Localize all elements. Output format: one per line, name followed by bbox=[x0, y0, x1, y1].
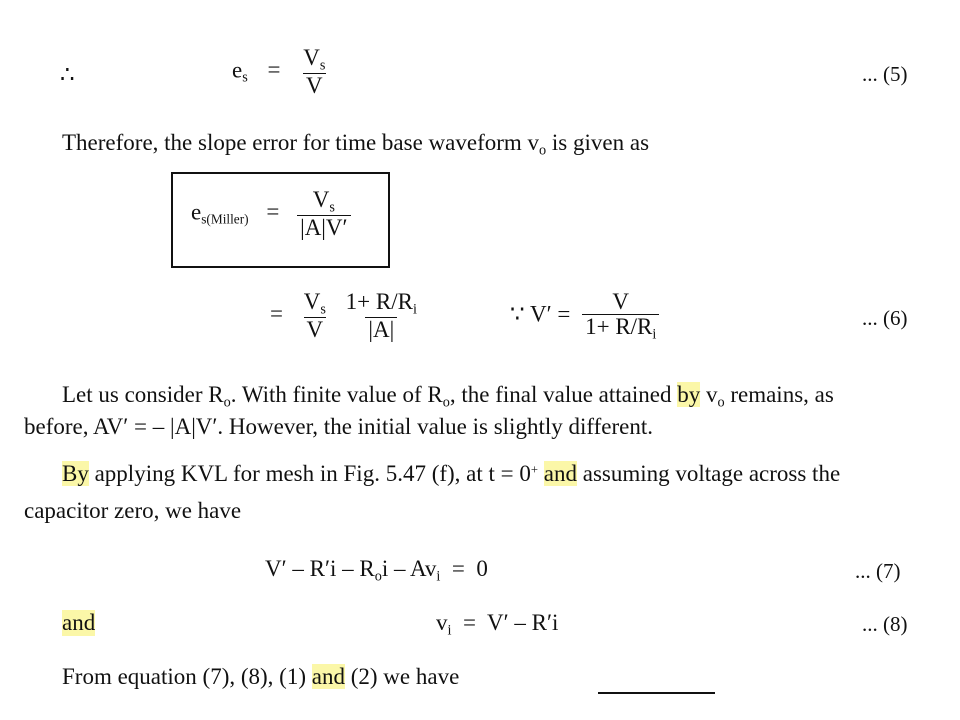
eq7-b: i – Av bbox=[381, 556, 437, 581]
para2-sup: + bbox=[530, 462, 539, 477]
eq7-b-sub: i bbox=[436, 568, 441, 585]
eq7-a: V′ – R′i – R bbox=[265, 556, 375, 581]
para1-p1-sub: o bbox=[223, 394, 231, 411]
slope-error-sentence bbox=[62, 130, 649, 159]
eq6-because-text: ∵ V′ = bbox=[510, 301, 571, 327]
equation-7 bbox=[265, 556, 488, 585]
highlight-by-2: By bbox=[62, 461, 89, 486]
para1-p4-sub: o bbox=[717, 394, 725, 411]
eq6-f2-num: 1+ R/R bbox=[345, 289, 413, 314]
fraction-bar-partial bbox=[598, 692, 715, 694]
eq6-f3-den: 1+ R/R bbox=[585, 314, 653, 340]
boxed-num-sub: s bbox=[329, 199, 335, 216]
para1-p1: Let us consider R bbox=[62, 382, 224, 407]
paragraph-kvl bbox=[62, 461, 840, 487]
para2-p3: assuming voltage across the bbox=[576, 461, 841, 486]
boxed-num: V bbox=[312, 187, 330, 212]
eq5-fraction bbox=[300, 46, 328, 98]
eq8-number: ... (8) bbox=[862, 612, 908, 636]
boxed-equals: = bbox=[266, 199, 280, 225]
line1-end: is given as bbox=[546, 130, 650, 155]
para1-p5: remains, as bbox=[724, 382, 834, 407]
line1-text: Therefore, the slope error for time base waveform v bbox=[62, 130, 540, 155]
eq6-fraction-1 bbox=[301, 290, 329, 342]
eq6-fraction-2 bbox=[343, 290, 420, 342]
highlight-and-3: and bbox=[311, 664, 345, 689]
eq5-num-sub: s bbox=[319, 57, 326, 74]
equation-5 bbox=[232, 46, 328, 98]
last-p2: (2) we have bbox=[344, 664, 460, 689]
eq5-number: ... (5) bbox=[862, 62, 908, 86]
line1-sub: o bbox=[539, 142, 547, 159]
eq7-number: ... (7) bbox=[855, 559, 901, 583]
last-p1: From equation (7), (8), (1) bbox=[62, 664, 312, 689]
eq6-f1-den: V bbox=[304, 317, 327, 342]
highlight-and-2: and bbox=[62, 610, 96, 635]
eq6-f1-num-sub: s bbox=[320, 301, 326, 318]
eq6-fraction-3 bbox=[582, 290, 659, 342]
eq7-c: = 0 bbox=[440, 556, 488, 581]
para1-p2-sub: o bbox=[442, 394, 450, 411]
eq5-num: V bbox=[303, 45, 320, 70]
para1-p2: . With finite value of R bbox=[230, 382, 443, 407]
boxed-equation-content bbox=[191, 188, 351, 240]
para1-p3: , the final value attained bbox=[449, 382, 678, 407]
eq6-f1-num: V bbox=[303, 289, 321, 314]
eq6-f3-den-sub: i bbox=[652, 326, 657, 343]
eq8-b: = V′ – R′i bbox=[451, 610, 559, 635]
equation-8 bbox=[436, 610, 558, 639]
para1-p4: v bbox=[700, 382, 718, 407]
eq6-f2-den: |A| bbox=[365, 317, 397, 342]
eq5-lhs: e bbox=[232, 57, 243, 83]
boxed-lhs: e bbox=[191, 199, 202, 225]
para2-line2: capacitor zero, we have bbox=[24, 498, 242, 523]
eq7-a-sub: o bbox=[374, 568, 382, 585]
para1-line2: before, AV′ = – |A|V′. However, the initial value is slightly different. bbox=[24, 414, 653, 439]
eq6-because bbox=[510, 290, 659, 342]
last-line bbox=[62, 664, 459, 690]
eq5-lhs-sub: s bbox=[242, 69, 248, 86]
para2-p1: applying KVL for mesh in Fig. 5.47 (f), at t = 0 bbox=[88, 461, 531, 486]
boxed-lhs-sub: s(Miller) bbox=[201, 211, 249, 227]
eq6-equals: = bbox=[270, 301, 283, 327]
eq6-f3-num: V bbox=[612, 289, 630, 314]
para2-p2 bbox=[538, 461, 544, 486]
eq6-f2-num-sub: i bbox=[412, 301, 417, 318]
equation-6 bbox=[270, 290, 420, 342]
eq8-a-sub: i bbox=[447, 622, 452, 639]
boxed-den: |A|V′ bbox=[297, 215, 350, 240]
eq8-a: v bbox=[436, 610, 448, 635]
eq6-number: ... (6) bbox=[862, 306, 908, 330]
boxed-fraction bbox=[297, 188, 350, 240]
eq5-equals: = bbox=[267, 57, 281, 83]
therefore-symbol: ∴ bbox=[60, 62, 75, 87]
highlight-by: by bbox=[677, 382, 701, 407]
eq5-den: V bbox=[303, 73, 326, 98]
highlight-and-1: and bbox=[543, 461, 577, 486]
